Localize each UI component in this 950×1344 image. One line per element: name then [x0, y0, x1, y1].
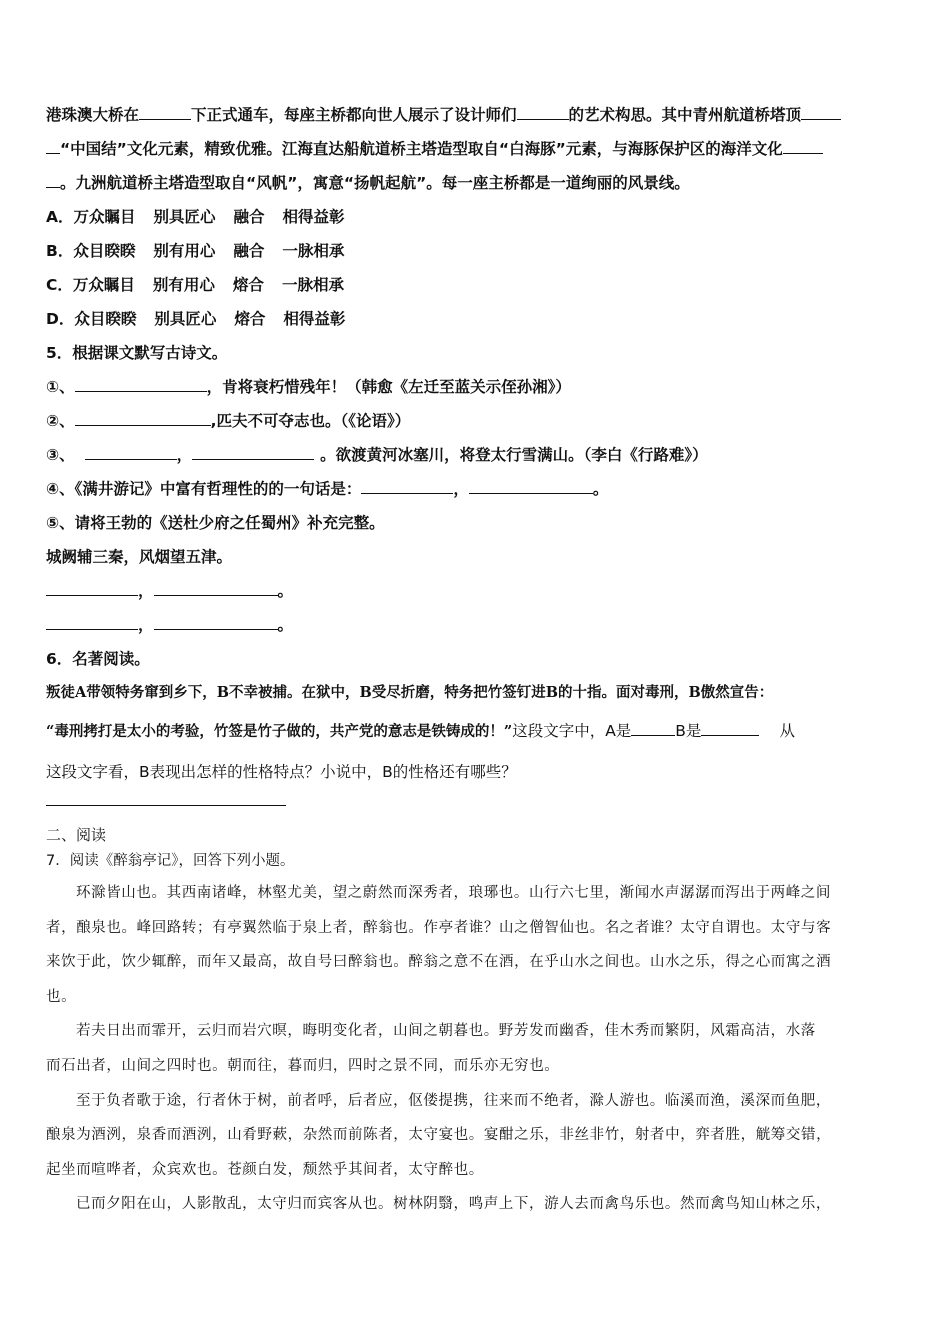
blank-2 [517, 105, 569, 120]
text: ③、 [46, 446, 75, 464]
option-word: 众目睽睽 [74, 310, 137, 328]
fill-blank[interactable] [85, 445, 177, 460]
option-label: A． [46, 208, 74, 226]
option-word: 万众瞩目 [72, 276, 135, 294]
option-word: 熔合 [234, 310, 266, 328]
q6-para-3: 这段文字看，B表现出怎样的性格特点？小说中，B的性格还有哪些？ [46, 763, 517, 781]
text: 。 [592, 480, 609, 498]
q4-line-1 [46, 98, 908, 132]
essay [46, 876, 908, 1222]
q6-title: 6．名著阅读。 [46, 650, 150, 668]
essay-line: 若夫日出而霏开，云归而岩穴暝，晦明变化者，山间之朝暮也。野芳发而幽香，佳木秀而繁阴，风霜高洁，水落 [76, 1023, 816, 1040]
fill-blank[interactable] [75, 411, 211, 426]
text: 。九洲航道桥主塔造型取自“风帆”，寓意“扬帆起航”。每一座主桥都是一道绚丽的风景线。 [60, 174, 690, 192]
fill-blank[interactable] [154, 581, 278, 596]
q5-item-1 [46, 370, 908, 404]
q4-option-c[interactable] [46, 268, 908, 302]
blank-4-cont [46, 173, 60, 188]
text: B是 [675, 722, 702, 740]
text: 。 [277, 616, 294, 634]
essay-line: 起坐而喧哗者，众宾欢也。苍颜白发，颓然乎其间者，太守醉也。 [46, 1161, 484, 1178]
essay-line: 者，酿泉也。峰回路转；有亭翼然临于泉上者，醉翁也。作亭者谁？山之僧智仙也。名之者谁？太守自谓也。太守与客 [46, 919, 832, 936]
fill-blank[interactable] [46, 581, 138, 596]
fill-blank-a[interactable] [631, 721, 675, 736]
fill-blank[interactable] [46, 615, 138, 630]
option-word: 相得益彰 [282, 208, 345, 226]
section-title: 二、阅读 [46, 826, 107, 844]
fill-blank-b[interactable] [701, 721, 759, 736]
option-word: 别具匠心 [154, 310, 217, 328]
option-label: C． [46, 276, 73, 294]
text: ,匹夫不可夺志也。（《论语》） [210, 412, 411, 430]
essay-line: 来饮于此，饮少辄醉，而年又最高，故自号曰醉翁也。醉翁之意不在酒，在乎山水之间也。山水之乐，得之心而寓之酒 [46, 954, 832, 971]
text: 的艺术构思。其中青州航道桥塔顶 [568, 106, 802, 124]
q4-line-2 [46, 132, 908, 166]
option-word: 别有用心 [153, 242, 216, 260]
option-word: 熔合 [232, 276, 264, 294]
q5-item-4 [46, 472, 908, 506]
option-word: 别具匠心 [153, 208, 216, 226]
q5-item-2 [46, 404, 908, 438]
option-word: 一脉相承 [281, 276, 344, 294]
text: “中国结”文化元素，精致优雅。江海直达船航道桥主塔造型取自“白海豚”元素，与海豚保护区的海洋文化 [60, 140, 783, 158]
option-word: 融合 [233, 208, 265, 226]
fill-blank[interactable] [154, 615, 278, 630]
exam-page [46, 98, 908, 1222]
essay-line: 酿泉为酒洌，泉香而酒洌，山肴野蔌，杂然而前陈者，太守宴也。宴酣之乐，非丝非竹，射者中，弈者胜，觥筹交错， [46, 1127, 832, 1144]
fill-blank[interactable] [75, 377, 207, 392]
text: ②、 [46, 412, 75, 430]
q5-poem-blank-2 [46, 608, 908, 642]
q7-title: 7．阅读《醉翁亭记》，回答下列小题。 [46, 853, 295, 869]
option-word: 万众瞩目 [73, 208, 136, 226]
fill-blank[interactable] [469, 479, 593, 494]
q6-para-1: 叛徒A带领特务窜到乡下，B不幸被捕。在狱中，B受尽折磨，特务把竹签钉进B的十指。面对毒刑，B傲然宣告： [46, 684, 774, 701]
text: ， [176, 446, 193, 464]
text: ④、《满井游记》中富有哲理性的的一句话是： [46, 480, 362, 498]
blank-3-cont [46, 139, 60, 154]
essay-line: 也。 [46, 988, 77, 1005]
q4-option-a[interactable] [46, 200, 908, 234]
essay-line: 环滁皆山也。其西南诸峰，林壑尤美，望之蔚然而深秀者，琅琊也。山行六七里，渐闻水声潺潺而泻出于两峰之间 [76, 885, 831, 901]
blank-3 [801, 105, 841, 120]
option-label: D． [46, 310, 75, 328]
text: ， [453, 480, 469, 498]
q4-option-b[interactable] [46, 234, 908, 268]
option-label: B． [46, 242, 74, 260]
text: “毒刑拷打是太小的考验，竹签是竹子做的，共产党的意志是铁铸成的！” [46, 723, 513, 740]
q4-line-3 [46, 166, 908, 200]
q5-poem-line: 城阙辅三秦，风烟望五津。 [46, 548, 233, 566]
essay-line: 至于负者歌于途，行者休于树，前者呼，后者应，伛偻提携，往来而不绝者，滁人游也。临溪而渔，溪深而鱼肥， [76, 1092, 831, 1109]
blank-4 [783, 139, 823, 154]
option-word: 一脉相承 [282, 242, 345, 260]
text: ，肯将衰朽惜残年！（韩愈《左迁至蓝关示侄孙湘》） [206, 378, 571, 396]
text: ， [138, 616, 154, 634]
q5-title: 5．根据课文默写古诗文。 [46, 344, 228, 362]
text: 这段文字中，A是 [512, 722, 632, 740]
fill-blank[interactable] [192, 445, 314, 460]
option-word: 融合 [233, 242, 265, 260]
text: ， [138, 582, 154, 600]
q5-poem-blank-1 [46, 574, 908, 608]
q6-para-2 [46, 710, 908, 753]
text: ①、 [46, 378, 75, 396]
text: 港珠澳大桥在 [46, 106, 140, 124]
text: 下正式通车，每座主桥都向世人展示了设计师们 [191, 106, 517, 124]
essay-line: 已而夕阳在山，人影散乱，太守归而宾客从也。树林阴翳，鸣声上下，游人去而禽鸟乐也。然而禽鸟知山林之乐， [76, 1196, 831, 1213]
option-word: 别有用心 [152, 276, 215, 294]
q5-item-3 [46, 438, 908, 472]
text: 。 [277, 582, 294, 600]
q5-item-5: ⑤、请将王勃的《送杜少府之任蜀州》补充完整。 [46, 514, 385, 532]
essay-line: 而石出者，山间之四时也。朝而往，暮而归，四时之景不同，而乐亦无穷也。 [46, 1057, 560, 1074]
text: 。欲渡黄河冰塞川，将登太行雪满山。（李白《行路难》） [320, 446, 708, 464]
blank-1 [139, 105, 191, 120]
answer-line[interactable] [46, 805, 286, 806]
fill-blank[interactable] [361, 479, 453, 494]
text: 从 [779, 722, 795, 740]
option-word: 相得益彰 [283, 310, 346, 328]
q4-option-d[interactable] [46, 302, 908, 336]
option-word: 众目睽睽 [73, 242, 136, 260]
